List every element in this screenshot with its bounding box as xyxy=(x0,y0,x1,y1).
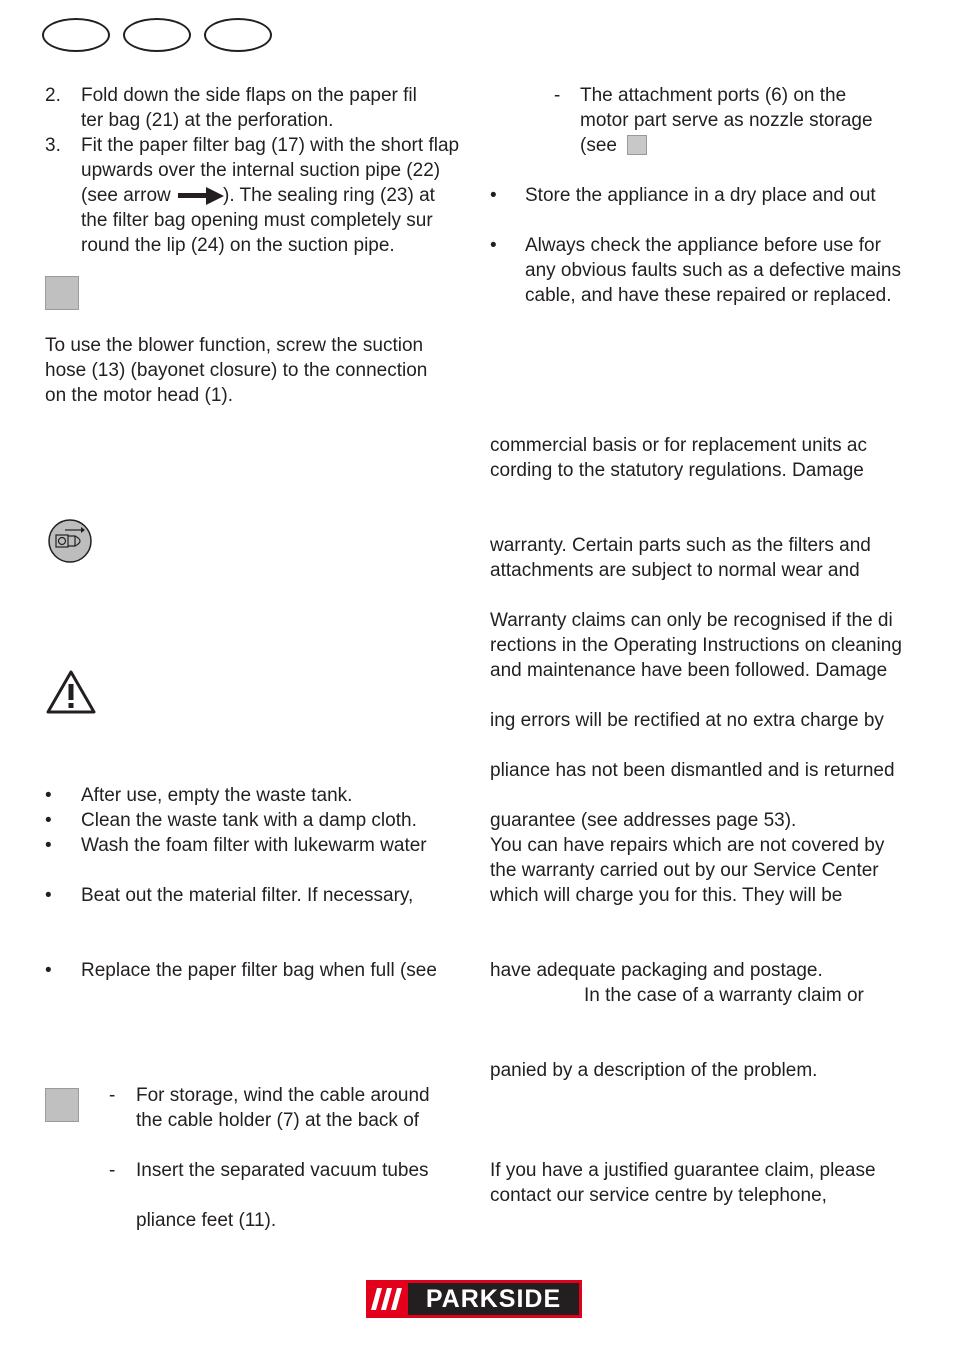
list-item: Always check the appliance before use for xyxy=(525,235,881,256)
list-item: The attachment ports (6) on the xyxy=(580,85,847,106)
illustration-reference-box xyxy=(45,1088,79,1122)
paragraph-line: In the case of a warranty claim or xyxy=(584,985,864,1006)
list-item: (see xyxy=(580,133,647,158)
logo-stripes-icon xyxy=(370,1284,406,1314)
list-item: Insert the separated vacuum tubes xyxy=(136,1160,429,1181)
vacuum-cleaning-icon xyxy=(47,519,93,563)
bullet: • xyxy=(45,810,52,831)
paragraph-line: ing errors will be rectified at no extra charge by xyxy=(490,710,884,731)
list-item: For storage, wind the cable around xyxy=(136,1085,430,1106)
paragraph-line: which will charge you for this. They will be xyxy=(490,885,843,906)
paragraph-line: commercial basis or for replacement units ac xyxy=(490,435,867,456)
bullet: • xyxy=(45,785,52,806)
step-number: 3. xyxy=(45,135,61,156)
list-item: Beat out the material filter. If necessary, xyxy=(81,885,414,906)
paragraph-line: panied by a description of the problem. xyxy=(490,1060,818,1081)
list-item: pliance feet (11). xyxy=(136,1210,277,1231)
paragraph-line: on the motor head (1). xyxy=(45,385,233,406)
right-arrow-icon xyxy=(178,186,224,206)
paragraph-line: pliance has not been dismantled and is returned xyxy=(490,760,895,781)
paragraph-line: the warranty carried out by our Service Center xyxy=(490,860,879,881)
step-text-line: (see arrow xyxy=(81,185,171,206)
bullet: • xyxy=(490,185,497,206)
paragraph-line: rections in the Operating Instructions on cleaning xyxy=(490,635,902,656)
paragraph-line: have adequate packaging and postage. xyxy=(490,960,823,981)
dash: - xyxy=(109,1085,116,1106)
dash: - xyxy=(554,85,561,106)
list-item: motor part serve as nozzle storage xyxy=(580,110,873,131)
bullet: • xyxy=(45,960,52,981)
paragraph-line: hose (13) (bayonet closure) to the connection xyxy=(45,360,428,381)
list-item: Wash the foam filter with lukewarm water xyxy=(81,835,427,856)
paragraph-line: and maintenance have been followed. Damage xyxy=(490,660,888,681)
step-text-line: the filter bag opening must completely sur xyxy=(81,210,433,231)
language-tab-3 xyxy=(204,18,272,52)
language-tab-1 xyxy=(42,18,110,52)
warning-triangle-icon xyxy=(46,670,96,714)
paragraph-line: If you have a justified guarantee claim, please xyxy=(490,1160,876,1181)
list-item: the cable holder (7) at the back of xyxy=(136,1110,420,1131)
paragraph-line: Warranty claims can only be recognised if the di xyxy=(490,610,893,631)
list-item: After use, empty the waste tank. xyxy=(81,785,353,806)
list-item: Clean the waste tank with a damp cloth. xyxy=(81,810,417,831)
bullet: • xyxy=(45,885,52,906)
list-item: Store the appliance in a dry place and out xyxy=(525,185,876,206)
step-text-line: round the lip (24) on the suction pipe. xyxy=(81,235,395,256)
paragraph-line: To use the blower function, screw the suction xyxy=(45,335,424,356)
paragraph-line: contact our service centre by telephone, xyxy=(490,1185,827,1206)
dash: - xyxy=(109,1160,116,1181)
step-text-line: ). The sealing ring (23) at xyxy=(223,185,435,206)
step-text-line: Fit the paper filter bag (17) with the short flap xyxy=(81,135,460,156)
step-text-line: upwards over the internal suction pipe (22) xyxy=(81,160,441,181)
step-text-line: ter bag (21) at the perforation. xyxy=(81,110,334,131)
paragraph-line: attachments are subject to normal wear and xyxy=(490,560,860,581)
parkside-logo xyxy=(366,1280,582,1318)
brand-name: PARKSIDE xyxy=(408,1283,579,1315)
paragraph-line: cording to the statutory regulations. Damage xyxy=(490,460,864,481)
paragraph-line: guarantee (see addresses page 53). xyxy=(490,810,797,831)
illustration-reference-box xyxy=(45,276,79,310)
step-number: 2. xyxy=(45,85,61,106)
language-tab-2 xyxy=(123,18,191,52)
list-item: Replace the paper filter bag when full (see xyxy=(81,960,437,981)
figure-reference-box xyxy=(627,135,647,155)
bullet: • xyxy=(45,835,52,856)
paragraph-line: You can have repairs which are not covered by xyxy=(490,835,885,856)
bullet: • xyxy=(490,235,497,256)
list-item: cable, and have these repaired or replaced. xyxy=(525,285,892,306)
step-text-line: Fold down the side flaps on the paper fil xyxy=(81,85,417,106)
paragraph-line: warranty. Certain parts such as the filters and xyxy=(490,535,871,556)
list-item: any obvious faults such as a defective mains xyxy=(525,260,901,281)
